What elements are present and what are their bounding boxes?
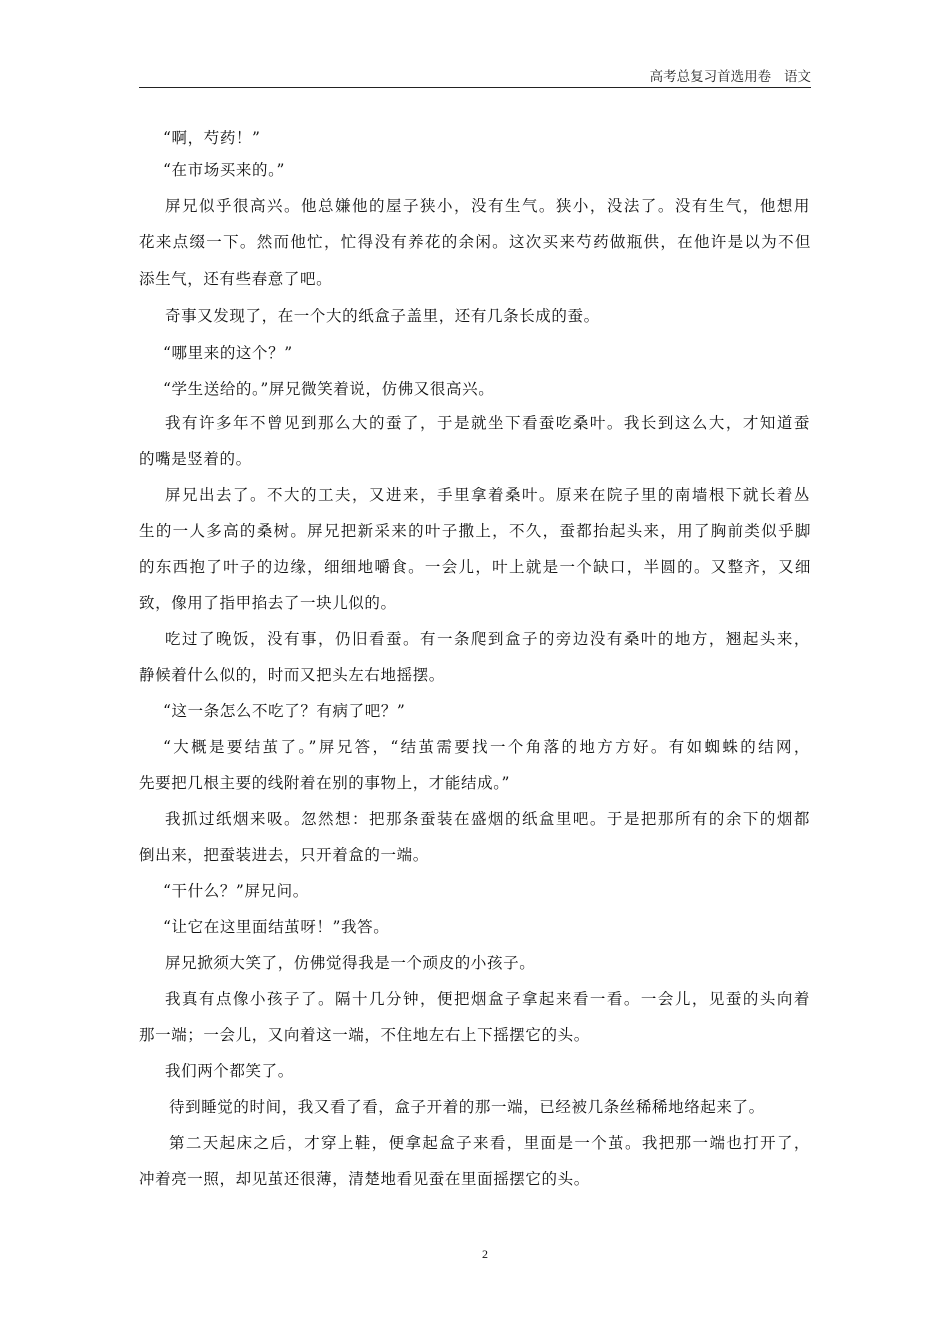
text-line: 致，像用了指甲掐去了一块儿似的。 (139, 594, 397, 612)
text-line: 花来点缀一下。然而他忙，忙得没有养花的余闲。这次买来芍药做瓶供，在他许是以为不但 (139, 233, 811, 251)
text-line: “在市场买来的。” (163, 161, 285, 179)
text-line: 吃过了晚饭，没有事，仍旧看蚕。有一条爬到盒子的旁边没有桑叶的地方，翘起头来， (165, 630, 810, 648)
text-line: 冲着亮一照，却见茧还很薄，清楚地看见蚕在里面摇摆它的头。 (139, 1170, 590, 1188)
text-line: “这一条怎么不吃了？有病了吧？” (163, 702, 406, 720)
text-line: 我抓过纸烟来吸。忽然想：把那条蚕装在盛烟的纸盒里吧。于是把那所有的余下的烟都 (165, 810, 810, 828)
text-line: 我有许多年不曾见到那么大的蚕了，于是就坐下看蚕吃桑叶。我长到这么大，才知道蚕 (165, 414, 810, 432)
text-line: 生的一人多高的桑树。屏兄把新采来的叶子撒上，不久，蚕都抬起头来，用了胸前类似乎脚 (139, 522, 811, 540)
text-line: 的东西抱了叶子的边缘，细细地嚼食。一会儿，叶上就是一个缺口，半圆的。又整齐，又细 (139, 558, 811, 576)
text-line: 我们两个都笑了。 (165, 1062, 294, 1080)
header-subject: 语文 (784, 69, 811, 85)
text-line: 待到睡觉的时间，我又看了看，盒子开着的那一端，已经被几条丝稀稀地络起来了。 (169, 1098, 765, 1116)
text-line: “哪里来的这个？” (163, 344, 293, 362)
text-line: “学生送给的。”屏兄微笑着说，仿佛又很高兴。 (163, 380, 495, 398)
text-line: 倒出来，把蚕装进去，只开着盒的一端。 (139, 846, 429, 864)
header-title: 高考总复习首选用卷 (649, 69, 772, 85)
text-line: 先要把几根主要的线附着在别的事物上，才能结成。” (139, 774, 511, 792)
page-number: 2 (482, 1247, 488, 1261)
text-line: 那一端；一会儿，又向着这一端，不住地左右上下摇摆它的头。 (139, 1026, 590, 1044)
header-divider (139, 87, 811, 88)
text-line: “啊，芍药！” (163, 129, 261, 147)
text-line: 屏兄似乎很高兴。他总嫌他的屋子狭小，没有生气。狭小，没法了。没有生气，他想用 (165, 197, 810, 215)
text-line: “大概是要结茧了。”屏兄答，“结茧需要找一个角落的地方方好。有如蜘蛛的结网， (163, 738, 810, 756)
text-line: “干什么？”屏兄问。 (163, 882, 309, 900)
text-line: 静候着什么似的，时而又把头左右地摇摆。 (139, 666, 445, 684)
text-line: 添生气，还有些春意了吧。 (139, 270, 333, 288)
text-line: 屏兄掀须大笑了，仿佛觉得我是一个顽皮的小孩子。 (165, 954, 536, 972)
page-header (139, 68, 811, 86)
text-line: 奇事又发现了，在一个大的纸盒子盖里，还有几条长成的蚕。 (165, 307, 600, 325)
text-line: 的嘴是竖着的。 (139, 450, 252, 468)
text-line: 我真有点像小孩子了。隔十几分钟，便把烟盒子拿起来看一看。一会儿，见蚕的头向着 (165, 990, 810, 1008)
text-line: 屏兄出去了。不大的工夫，又进来，手里拿着桑叶。原来在院子里的南墙根下就长着丛 (165, 486, 810, 504)
text-line: 第二天起床之后，才穿上鞋，便拿起盒子来看，里面是一个茧。我把那一端也打开了， (169, 1134, 810, 1152)
text-line: “让它在这里面结茧呀！”我答。 (163, 918, 390, 936)
